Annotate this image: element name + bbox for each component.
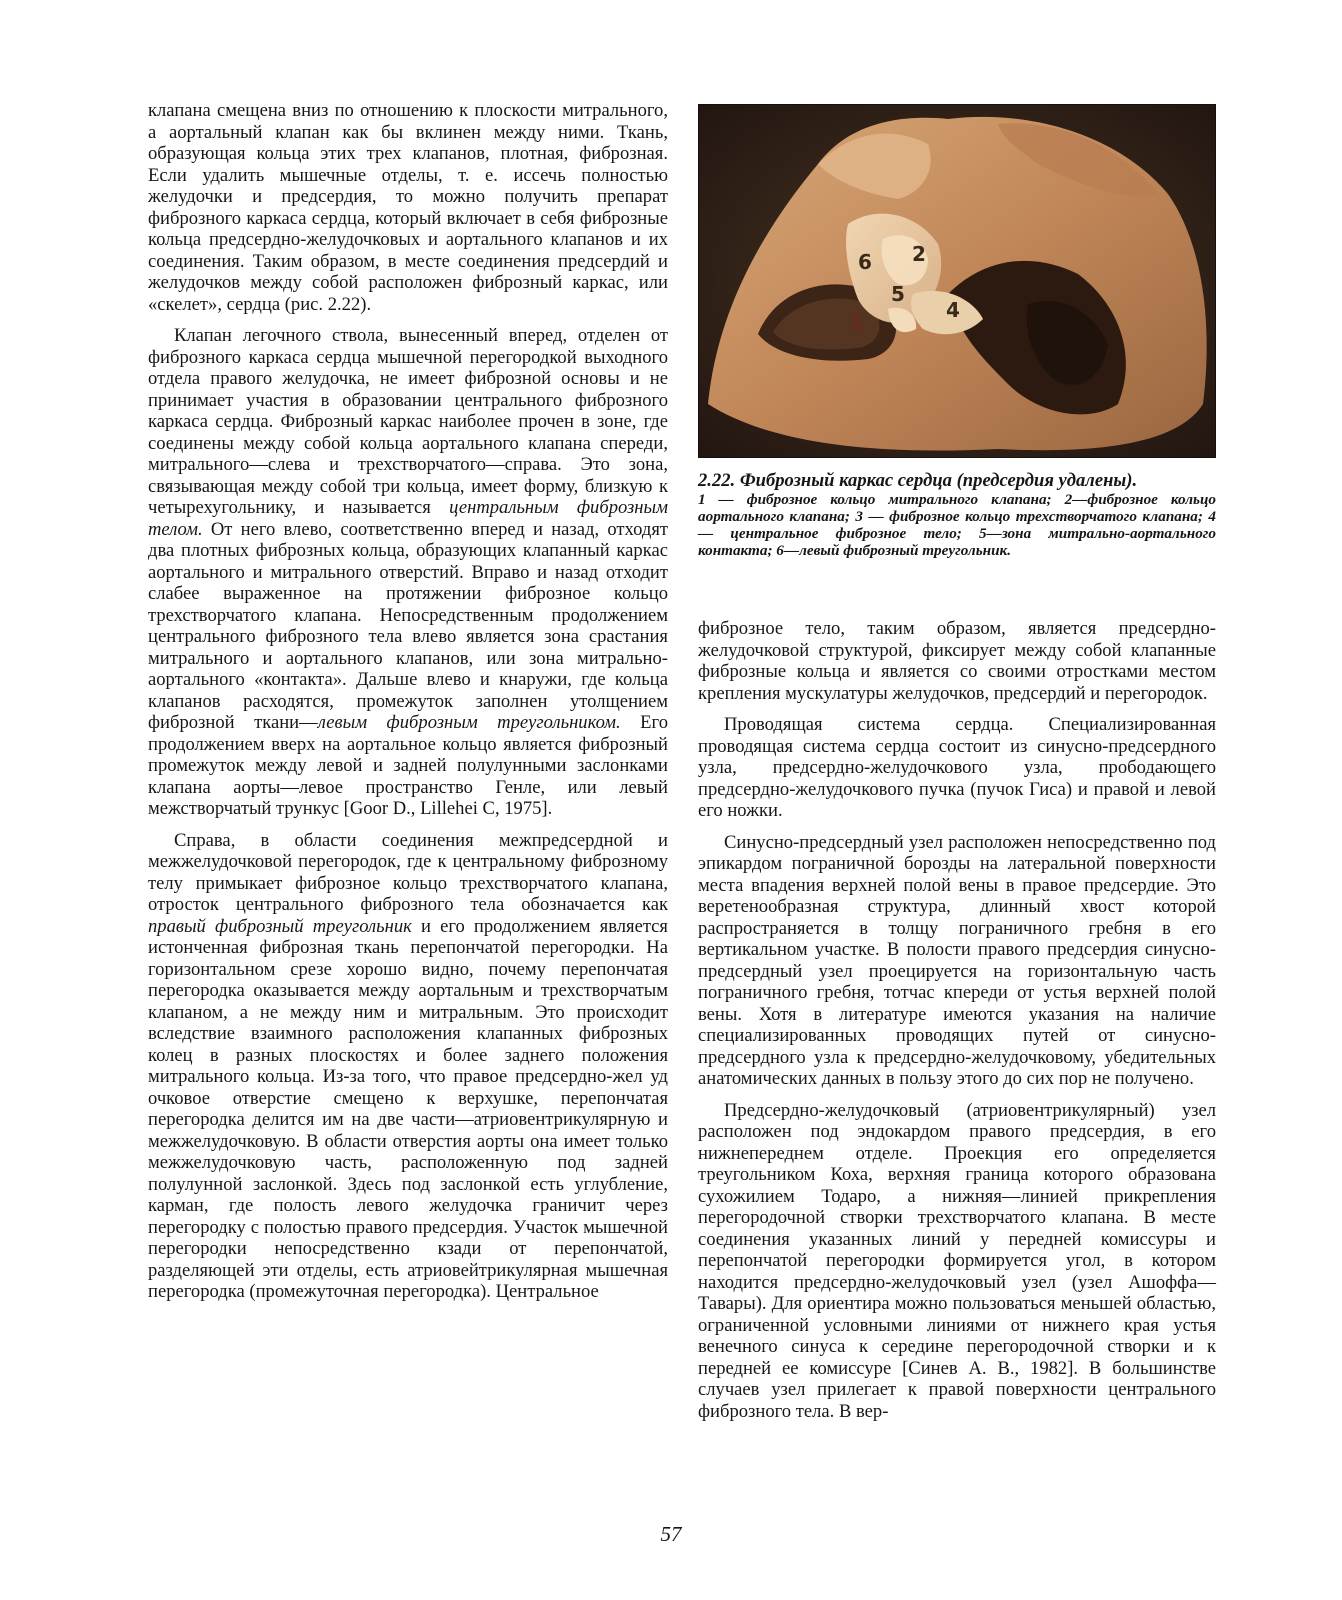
figure-label: 6: [858, 250, 872, 274]
paragraph: Синусно-предсердный узел расположен непосредственно под эпикардом пограничной борозды на латеральной поверхности места впадения верхней полой вены в правое предсердие. Это веретенообразная структура, длинный хвост которой распространяется в толщу пограничного гребня в его вертикальном участке. В полости правого предсердия синусно-предсердный узел проецируется на горизонтальную часть пограничного гребня, тотчас кпереди от устья верхней полой вены. Хотя в литературе имеются указания на наличие специализированных проводящих путей от синусно-предсердного узла к предсердно-желудочковому, убедительных анатомических данных в пользу этого до сих пор не получено.: [698, 831, 1216, 1089]
caption-title: 2.22. Фиброзный каркас сердца (предсердия удалены).: [698, 470, 1138, 491]
emphasis-term: левым фиброзным треугольником.: [317, 712, 621, 733]
emphasis-term: правый фиброзный треугольник: [148, 915, 412, 937]
figure-label: 2: [912, 242, 926, 266]
right-text-column: [698, 618, 1216, 1432]
paragraph: [148, 830, 668, 1303]
figure-caption: [698, 470, 1216, 559]
emphasis-term: центральным фиброзным телом.: [148, 497, 668, 540]
paragraph: клапана смещена вниз по отношению к плоскости митрального, а аортальный клапан как бы вклинен между ними. Ткань, образующая кольца этих трех клапанов, плотная, фиброзная. Если удалить мышечные отделы, т. е. иссечь полностью желудочки и предсердия, то можно получить препарат фиброзного каркаса сердца, который включает в себя фиброзные кольца предсердно-желудочковых и аортального клапанов и их соединения. Таким образом, в месте соединения предсердий и желудочков между собой расположен фиброзный каркас, или «скелет», сердца (рис. 2.22).: [148, 100, 668, 315]
caption-body: 1 — фиброзное кольцо митрального клапана; 2—фиброзное кольцо аортального клапана; 3 — фиброзное кольцо трехстворчатого клапана; 4 — центральное фиброзное тело; 5—зона митрально-аортального контакта; 6—левый фиброзный треугольник.: [698, 491, 1216, 559]
text-run: Его продолжением вверх на аортальное кольцо является фиброзный промежуток между левой и задней полулунными заслонками клапана аорты—левое пространство Генле, или левый межстворчатый трункус [Goor D., Lillehei C, 1975].: [148, 712, 668, 819]
figure-label: 4: [946, 298, 960, 322]
paragraph: фиброзное тело, таким образом, является предсердно-желудочковой структурой, фиксирует между собой клапанные фиброзные кольца и является со своими отростками местом крепления мускулатуры желудочков, предсердий и перегородок.: [698, 618, 1216, 704]
heart-specimen-image: [698, 104, 1216, 458]
figure-label: 1: [850, 310, 864, 334]
paragraph: Предсердно-желудочковый (атриовентрикулярный) узел расположен под эндокардом правого предсердия, в его нижнепереднем отделе. Проекция его определяется треугольником Коха, верхняя граница которого образована сухожилием Тодаро, а нижняя—линией прикрепления перегородочной створки трехстворчатого клапана. В месте соединения указанных линий у передней комиссуры и перепончатой перегородки формируется угол, в котором находится предсердно-желудочковый узел (узел Ашоффа—Тавары). Для ориентира можно пользоваться меньшей областью, ограниченной условными линиями от нижнего края устья венечного синуса к середине перегородочной створки и к передней ее комиссуре [Синев А. В., 1982]. В большинстве случаев узел прилегает к правой поверхности центрального фиброзного тела. В вер-: [698, 1099, 1216, 1422]
paragraph: [148, 325, 668, 820]
left-text-column: [148, 100, 668, 1313]
paragraph: Проводящая система сердца. Специализированная проводящая система сердца состоит из синусно-предсердного узла, предсердно-желудочкового узла, прободающего предсердно-желудочкового пучка (пучок Гиса) и правой и левой его ножки.: [698, 714, 1216, 821]
page-number: 57: [660, 1522, 682, 1546]
text-run: Клапан легочного ствола, вынесенный вперед, отделен от фиброзного каркаса сердца мышечной перегородкой выходного отдела правого желудочка, не имеет фиброзной основы и не принимает участия в образовании центрального фиброзного каркаса сердца. Фиброзный каркас наиболее прочен в зоне, где соединены между собой кольца аортального клапана спереди, митрального—слева и трехстворчатого—справа. Это зона, связывающая между собой три кольца, имеет форму, близкую к четырехугольнику, и называется: [148, 325, 668, 518]
figure-label: 5: [891, 282, 905, 306]
figure-heart-photo: [698, 104, 1216, 458]
text-run: и его продолжением является истонченная фиброзная ткань перепончатой перегородки. На горизонтальном срезе хорошо видно, почему перепончатая перегородка оказывается между аортальным и трехстворчатым клапаном, а не между ним и митральным. Это происходит вследствие взаимного расположения клапанных фиброзных колец в разных плоскостях и более заднего положения митрального кольца. Из-за того, что правое предсердно-жел уд очковое отверстие смещено к верхушке, перепончатая перегородка делится им на две части—атриовентрикулярную и межжелудочковую. В области отверстия аорты она имеет только межжелудочковую часть, расположенную под задней полулунной заслонкой. Здесь под заслонкой есть углубление, карман, где полость левого желудочка граничит через перегородку с полостью правого предсердия. Участок мышечной перегородки непосредственно кзади от перепончатой, разделяющей эти отделы, есть атриовейтрикулярная мышечная перегородка (промежуточная перегородка). Центральное: [148, 915, 668, 1302]
text-run: Справа, в области соединения межпредсердной и межжелудочковой перегородок, где к центральному фиброзному телу примыкает фиброзное кольцо трехстворчатого клапана, отросток центрального фиброзного тела обозначается как: [148, 829, 668, 915]
text-run: От него влево, соответственно вперед и назад, отходят два плотных фиброзных кольца, образующих клапанный каркас аортального и митрального отверстий. Вправо и назад отходит слабее выраженное на протяжении фиброзное кольцо трехстворчатого клапана. Непосредственным продолжением центрального фиброзного тела влево является зона срастания митрального и аортального клапанов, или зона митрально-аортального «контакта». Дальше влево и кнаружи, где кольца клапанов расходятся, промежуток заполнен утолщением фиброзной ткани—: [148, 518, 668, 733]
